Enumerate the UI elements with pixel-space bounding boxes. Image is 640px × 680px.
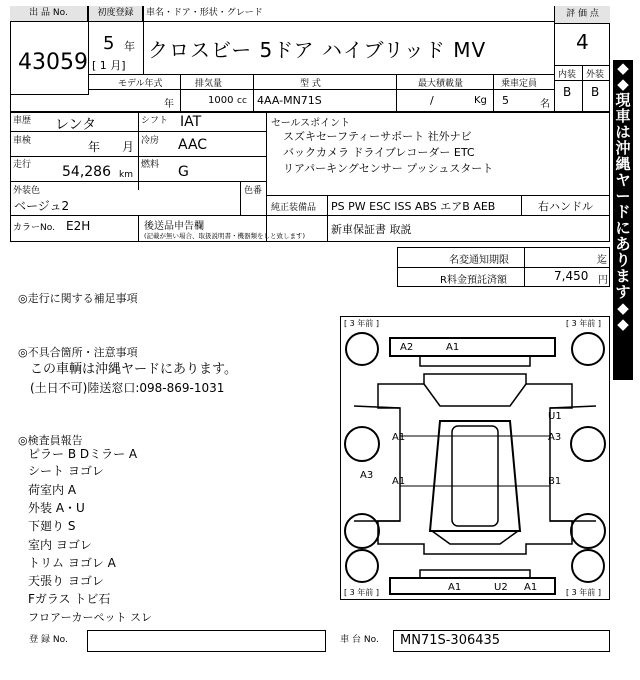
sidebar-char: は: [615, 123, 631, 141]
first-reg-month: [ 1 月]: [92, 59, 126, 72]
car-outline: [340, 316, 610, 600]
exterior-grade: B: [591, 85, 600, 99]
aftermarket-note: (記載が無い場合、取扱説明書・機器類をしと致します): [144, 232, 306, 240]
corner-bottom-left: [ 3 年前 ]: [344, 588, 379, 597]
chassis-label: 車 台 No.: [326, 630, 394, 652]
mark-left-front: A1: [392, 432, 406, 443]
interior-label: 内装: [558, 70, 577, 80]
inspector-line-8: 天張り ヨゴレ: [28, 574, 104, 588]
sidebar-char: り: [615, 251, 631, 269]
inspector-line-4: 外装 A・U: [28, 501, 85, 515]
mark-rear-a1: A1: [448, 582, 462, 593]
sidebar-char: ヤ: [615, 171, 631, 189]
first-reg-year: 5: [103, 33, 115, 54]
name-change-label: 名変通知期限: [449, 255, 509, 266]
capacity-unit: 名: [540, 99, 550, 110]
type-label: 型 式: [300, 79, 321, 89]
mileage-value: 54,286: [62, 164, 111, 180]
year-unit: 年: [124, 40, 135, 53]
shift-label: シフト: [141, 116, 169, 126]
sidebar-char: 現: [615, 91, 631, 109]
sidebar-char: 縄: [615, 155, 631, 173]
inspection-month: 月: [122, 140, 135, 154]
sidebar-char: に: [615, 219, 631, 237]
inspection-year: 年: [88, 140, 101, 154]
recycle-unit: 円: [598, 275, 608, 286]
lot-number: 43059: [18, 50, 88, 75]
inspection-label: 車検: [13, 136, 32, 146]
sidebar-char: ド: [615, 203, 631, 221]
warranty-value: 新車保証書 取説: [331, 223, 412, 236]
inspector-line-1: ピラー B Dミラー A: [28, 447, 138, 461]
yard-location-banner: [613, 60, 633, 380]
inspector-line-6: 室内 ヨゴレ: [28, 538, 92, 552]
lot-label: 出 品 No.: [10, 6, 88, 22]
driving-header: ◎走行に関する補足事項: [18, 292, 138, 305]
name-change-unit: 迄: [597, 255, 607, 266]
sidebar-char: ま: [615, 267, 631, 285]
sidebar-char: す: [615, 283, 631, 301]
color-code-label: 色番: [244, 186, 263, 196]
model-year-unit: 年: [164, 99, 174, 110]
history-value: レンタ: [55, 117, 97, 133]
standard-label: 純正装備品: [271, 203, 317, 213]
sales-point-line-2: バックカメラ ドライブレコーダー ETC: [283, 146, 475, 159]
color-no-label: カラーNo.: [13, 223, 55, 233]
car-name-label: 車名・ドア・形状・グレード: [144, 6, 554, 22]
sidebar-char: 沖: [615, 139, 631, 157]
sales-points-label: セールスポイント: [271, 118, 351, 129]
recycle-amount: 7,450: [554, 269, 589, 283]
color-label: 外装色: [13, 186, 41, 196]
load-slash: /: [430, 94, 434, 107]
inspector-line-2: シート ヨゴレ: [28, 464, 104, 478]
standard-equipment: PS PW ESC ISS ABS エアB AEB: [331, 200, 496, 213]
displacement-value: 1000: [208, 95, 234, 106]
defects-line-2: (土日不可)陸送窓口:098-869-1031: [30, 381, 225, 395]
first-reg-label: 初度登録: [89, 6, 143, 22]
capacity-value: 5: [502, 94, 509, 107]
car-name: クロスビー 5ドア ハイブリッド MV: [148, 38, 487, 62]
inspector-line-10: フロアーカーペット スレ: [28, 611, 152, 624]
sidebar-char: ◆: [617, 299, 629, 317]
displacement-label: 排気量: [195, 79, 223, 89]
score-value: 4: [576, 30, 589, 54]
aftermarket-label: 後送品申告欄: [144, 221, 204, 232]
recycle-label: R料金預託済額: [440, 275, 507, 286]
ac-value: AAC: [178, 137, 208, 153]
mark-right-b1: B1: [548, 476, 562, 487]
sidebar-char: あ: [615, 235, 631, 253]
load-label: 最大積載量: [418, 79, 464, 89]
sidebar-char: ◆: [617, 315, 629, 333]
inspector-line-7: トリム ヨゴレ A: [28, 556, 116, 570]
mileage-unit: km: [119, 170, 133, 180]
steering-value: 右ハンドル: [538, 200, 593, 213]
mileage-label: 走行: [13, 160, 32, 170]
sales-point-line-1: スズキセーフティーサポート 社外ナビ: [283, 130, 472, 143]
capacity-label: 乗車定員: [501, 79, 538, 89]
color-no-value: E2H: [66, 219, 91, 233]
sidebar-char: 車: [615, 107, 631, 125]
score-label: 評 価 点: [555, 6, 610, 24]
fuel-value: G: [178, 164, 189, 180]
interior-grade: B: [563, 85, 572, 99]
ac-label: 冷房: [141, 136, 160, 146]
inspector-header: ◎検査員報告: [18, 434, 83, 447]
corner-top-left: [ 3 年前 ]: [344, 319, 379, 328]
fuel-label: 燃料: [141, 160, 160, 170]
mark-rear-a1b: A1: [524, 582, 538, 593]
inspector-line-3: 荷室内 A: [28, 483, 77, 497]
sidebar-char: ー: [615, 187, 631, 205]
mark-front-a1: A1: [446, 342, 460, 353]
mark-right-u1: U1: [548, 411, 562, 422]
corner-top-right: [ 3 年前 ]: [566, 319, 601, 328]
footer-frame: [10, 630, 610, 652]
mark-left-side: A3: [360, 470, 374, 481]
mark-front-a2: A2: [400, 342, 414, 353]
reg-label: 登 録 No.: [10, 630, 88, 652]
load-unit: Kg: [474, 95, 487, 106]
displacement-unit: cc: [237, 96, 247, 106]
color-value: ベージュ2: [14, 199, 70, 213]
defects-header: ◎不具合箇所・注意事項: [18, 346, 138, 359]
defects-line-1: この車輌は沖縄ヤードにあります。: [30, 362, 237, 377]
sidebar-char: ◆: [617, 59, 629, 77]
type-value: 4AA-MN71S: [257, 94, 322, 107]
corner-bottom-right: [ 3 年前 ]: [566, 588, 601, 597]
history-label: 車歴: [13, 116, 32, 126]
sidebar-char: ◆: [617, 75, 629, 93]
mark-rear-u2: U2: [494, 582, 508, 593]
mark-right-a3: A3: [548, 432, 562, 443]
model-year-label: モデル年式: [118, 79, 163, 89]
inspector-line-5: 下廻り S: [28, 519, 76, 533]
exterior-label: 外装: [586, 70, 605, 80]
shift-value: IAT: [180, 114, 202, 130]
mark-left-rear: A1: [392, 476, 406, 487]
chassis-value: MN71S-306435: [400, 633, 501, 648]
sales-point-line-3: リアパーキングセンサー プッシュスタート: [283, 162, 494, 175]
inspector-line-9: Fガラス トビ石: [28, 592, 111, 606]
